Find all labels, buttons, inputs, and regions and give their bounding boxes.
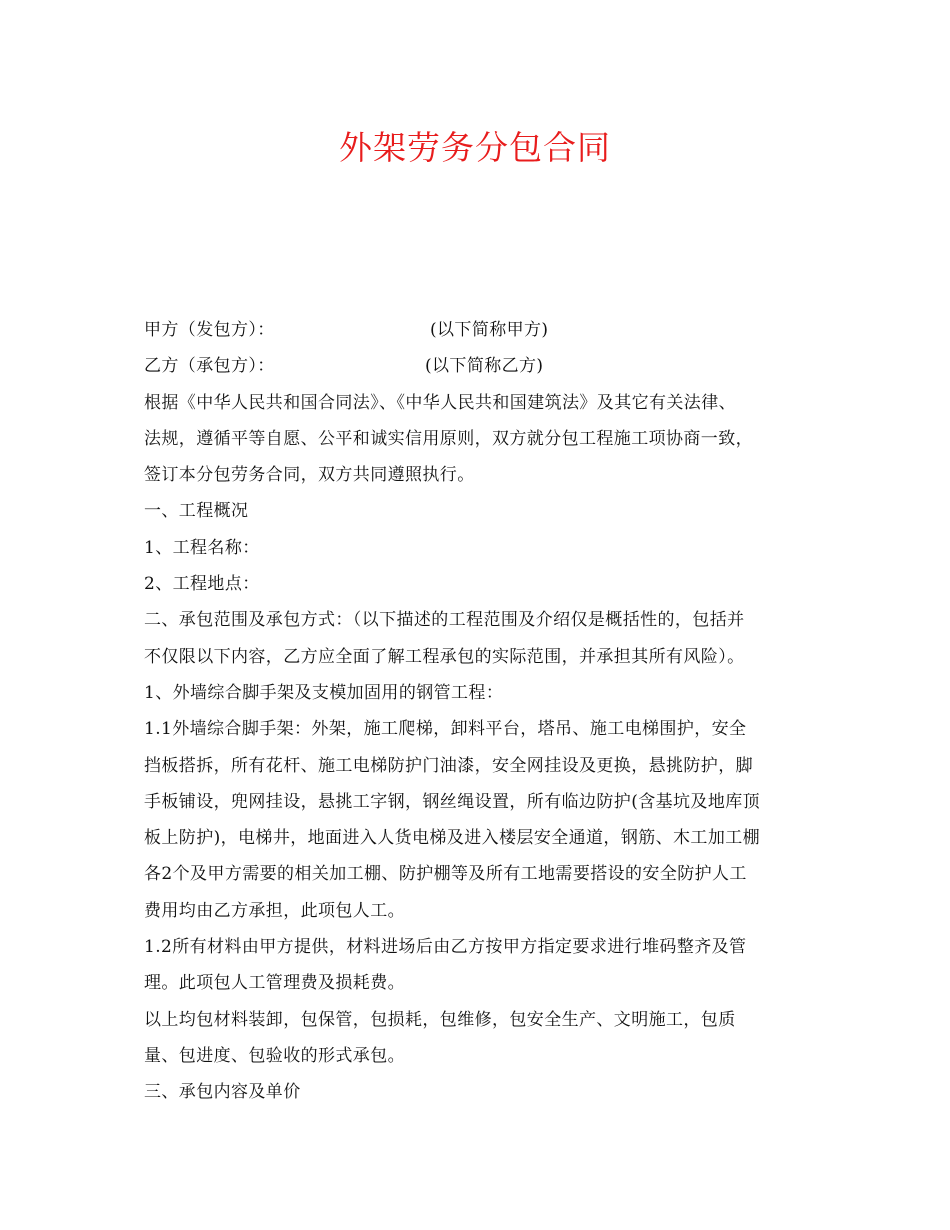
section-heading: 三、承包内容及单价: [144, 1082, 301, 1103]
paragraph-line: 1.1外墙综合脚手架：外架，施工爬梯，卸料平台，塔吊、施工电梯围护，安全: [144, 719, 747, 740]
party-a-label: 甲方（发包方）：: [144, 320, 275, 340]
paragraph-line: 1.2所有材料由甲方提供，材料进场后由乙方按甲方指定要求进行堆码整齐及管: [144, 937, 747, 958]
paragraph-line: 法规，遵循平等自愿、公平和诚实信用原则，双方就分包工程施工项协商一致，: [144, 428, 753, 449]
document-body: [144, 312, 804, 1111]
paragraph-line: 挡板搭拆，所有花杆、施工电梯防护门油漆，安全网挂设及更换，悬挑防护，脚: [144, 755, 753, 776]
party-a-row: [144, 312, 804, 348]
paragraph-line: 手板铺设，兜网挂设，悬挑工字钢，钢丝绳设置，所有临边防护(含基坑及地库顶: [144, 791, 761, 812]
document-title: 外架劳务分包合同: [339, 128, 611, 167]
paragraph-line: 量、包进度、包验收的形式承包。: [144, 1045, 405, 1066]
party-b-label: 乙方（承包方）：: [144, 356, 275, 377]
paragraph-line: 理。此项包人工管理费及损耗费。: [144, 973, 405, 994]
paragraph-line: 签订本分包劳务合同，双方共同遵照执行。: [144, 465, 475, 486]
party-b-note: (以下简称乙方): [425, 356, 544, 377]
party-b-row: [144, 348, 804, 384]
subsection-heading: 1、外墙综合脚手架及支模加固用的钢管工程：: [144, 682, 504, 703]
paragraph-line: 以上均包材料装卸，包保管，包损耗，包维修，包安全生产、文明施工，包质: [144, 1009, 736, 1030]
project-location-line: 2、工程地点：: [144, 574, 260, 595]
paragraph-line: 各2个及甲方需要的相关加工棚、防护棚等及所有工地需要搭设的安全防护人工: [144, 864, 747, 885]
paragraph-line: 不仅限以下内容，乙方应全面了解工程承包的实际范围，并承担其所有风险）。: [144, 646, 745, 667]
section-heading: 一、工程概况: [144, 501, 249, 522]
party-a-note: (以下简称甲方): [430, 320, 549, 340]
paragraph-line: 费用均由乙方承担，此项包人工。: [144, 900, 405, 921]
section-heading: 二、承包范围及承包方式：（以下描述的工程范围及介绍仅是概括性的，包括并: [144, 610, 745, 631]
paragraph-line: 根据《中华人民共和国合同法》、《中华人民共和国建筑法》及其它有关法律、: [144, 392, 736, 413]
paragraph-line: 板上防护)，电梯井，地面进入人货电梯及进入楼层安全通道，钢筋、木工加工棚: [144, 828, 761, 849]
project-name-line: 1、工程名称：: [144, 537, 260, 558]
